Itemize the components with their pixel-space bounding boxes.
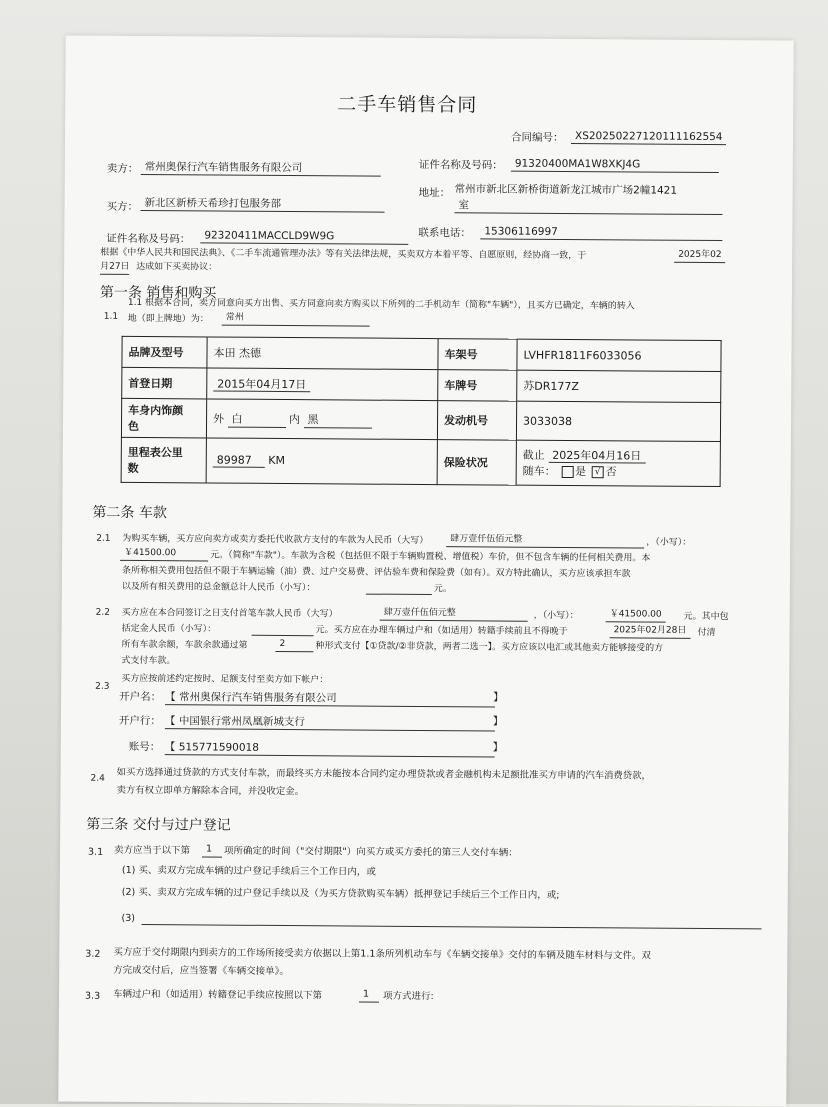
clause-2-2-l1b: ，（小写）： [533, 610, 579, 622]
buyer-name: 新北区新桥天希珍打包服务部 [141, 196, 385, 213]
checkbox-no-checked[interactable]: √ [592, 466, 604, 478]
color-out-label: 外 [213, 412, 225, 426]
address-line1: 常州市新北区新桥街道新龙江城市广场2幢1421 [454, 183, 678, 197]
clause-2-1-number: 2.1 [96, 533, 111, 544]
clause-2-4-l1: 如买方选择通过贷款的方式支付车款，而最终买方未能按本合同约定办理贷款或者金融机构未足额批准买方申请的汽车消费贷款， [116, 766, 652, 782]
color-label-a: 车身内饰颜 [128, 403, 184, 418]
clause-3-1-option2: (2) 买、卖双方完成车辆的过户登记手续以及（为买方贷款购买车辆）抵押登记手续后三个工作日内，或; [121, 886, 560, 901]
document-title: 二手车销售合同 [337, 93, 478, 117]
option3-blank [142, 924, 762, 929]
account-name-lbracket: 【 [165, 691, 176, 704]
account-number: 515771590018 [178, 741, 259, 754]
clause-2-3-number: 2.3 [95, 681, 110, 692]
preamble-date-b: 月27日 [100, 260, 130, 275]
seller-cert-label: 证件名称及号码： [418, 158, 503, 172]
clause-2-1-amount-cn: 肆万壹仟伍佰元整 [446, 532, 644, 548]
first-reg-value: 2015年04月17日 [213, 378, 310, 393]
clause-3-2-l1: 买方应于交付期限内到卖方的工作场所接受卖方依据以上第1.1条所列机动车与《车辆交接单》交付的车辆及随车材料与文件。双 [113, 946, 651, 962]
first-reg-cell [207, 368, 438, 401]
mileage-label-b: 数 [127, 461, 139, 475]
seller-label: 卖方： [106, 162, 139, 175]
mileage-value: 89987 [213, 454, 265, 468]
clause-3-1-option3: (3) [121, 912, 136, 924]
insurance-label: 保险状况 [437, 440, 516, 486]
clause-2-1-amount: ￥41500.00 [120, 546, 208, 562]
clause-2-2-l2b: 元。买方应在办理车辆过户和（如适用）转籍手续前且不得晚于 [315, 625, 568, 637]
clause-1-1-text2: 地（即上牌地）为： [127, 313, 209, 325]
color-in-label: 内 [289, 412, 301, 426]
clause-2-2-l4: 式支付车款。 [121, 655, 176, 667]
address-label: 地址： [418, 186, 451, 200]
phone-number: 15306116997 [480, 224, 722, 241]
clause-2-1-l4: 以及所有相关费用的总金额总计人民币（小写）： [121, 581, 316, 594]
bank-lbracket: 【 [164, 715, 176, 728]
yes-label: 是 [575, 465, 587, 479]
clause-2-2-l3b: 种形式支付【①贷款/②非贷款，两者二选一】。买方应该以电汇或其他卖方能够接受的方 [315, 641, 664, 654]
article-1-title: 第一条 销售和购买 [99, 284, 217, 302]
buyer-cert-number: 92320411MACCLD9W9G [200, 228, 408, 244]
clause-1-1-text: 1.1 根据本合同，卖方同意向买方出售、买方同意向卖方购买以下所列的二手机动车（简称"车辆"），且买方已确定，车辆的转入 [127, 297, 635, 312]
mileage-label-a: 里程表公里 [127, 445, 183, 460]
contract-page [58, 35, 793, 1106]
total-amount-blank [366, 594, 432, 595]
deposit-blank [252, 635, 314, 636]
clause-2-1-l1a: 为购买车辆，买方应向卖方或卖方委托代收款方支付的车款为人民币（大写） [122, 533, 429, 547]
clause-2-2-date: 2025年02月28日 [610, 623, 691, 639]
clause-3-2-l2: 方完成交付后，应当签署《车辆交接单》。 [113, 964, 290, 978]
clause-3-3-l1a: 车辆过户和（如适用）转籍登记手续应按照以下第 [112, 988, 323, 1002]
clause-3-2-number: 3.2 [85, 948, 101, 960]
account-number-lbracket: 【 [164, 741, 176, 754]
checkbox-yes[interactable] [561, 466, 573, 478]
clause-3-1-number: 3.1 [87, 846, 104, 858]
brand-value: 本田 杰德 [207, 337, 438, 370]
buyer-cert-label: 证件名称及号码： [106, 232, 191, 246]
bank-name: 中国银行常州凤凰新城支行 [178, 715, 305, 729]
clause-2-1-l2: 元。（简称"车款"）。车款为含税（包括但不限于车辆购置税、增值税）车价，但不包含车辆的任何相关费用。本 [210, 550, 651, 564]
clause-3-1-choice: 1 [202, 842, 222, 857]
clause-2-2-l1a: 买方应在本合同签订之日支付首笔车款人民币（大写） [121, 607, 338, 620]
insurance-until-label: 截止 [522, 448, 545, 462]
clause-2-4-number: 2.4 [90, 773, 105, 784]
no-label: 否 [605, 465, 617, 479]
clause-1-1-number: 1.1 [103, 311, 119, 322]
clause-2-1-l1b: ，（小写）： [646, 537, 692, 548]
clause-2-1-l3: 条所称相关费用包括但不限于车辆运输（油）费、过户交易费、评估验车费和保险费（如有）。双方特此确认，买方应该承担车款 [121, 565, 631, 580]
clause-2-2-l2c: 付清 [697, 627, 716, 639]
address-line2: 室 [454, 198, 722, 215]
color-label-cell [121, 398, 206, 438]
clause-2-2-l3a: 所有车款余额，车款余款通过第 [121, 639, 248, 651]
plate-label: 车牌号 [438, 370, 517, 402]
bank-underline [165, 728, 495, 731]
engine-label: 发动机号 [437, 401, 516, 441]
color-in-value: 黑 [303, 411, 371, 428]
clause-3-3-choice: 1 [359, 988, 379, 1003]
brand-label: 品牌及型号 [122, 336, 207, 368]
preamble-line2: 达成如下买卖协议： [136, 261, 218, 273]
clause-3-3-l1b: 项方式进行: [382, 990, 434, 1003]
insurance-cell [516, 440, 720, 486]
phone-label: 联系电话： [418, 226, 471, 240]
clause-2-1-l4b: 元。 [433, 584, 452, 595]
engine-value: 3033038 [516, 401, 720, 441]
vehicle-info-table [121, 336, 722, 487]
contract-number: XS20250227120111162554 [571, 129, 727, 145]
account-number-underline [165, 754, 495, 757]
clause-2-4-l2: 卖方有权立即单方解除本合同，并没收定金。 [116, 784, 305, 798]
register-place: 常州 [222, 311, 370, 327]
account-number-label: 账号： [128, 740, 161, 754]
account-name-rbracket: 】 [493, 691, 504, 704]
clause-3-3-number: 3.3 [84, 990, 101, 1002]
bank-label: 开户行： [118, 714, 161, 728]
color-label-b: 色 [127, 419, 140, 433]
clause-2-2-l1c: 元。其中包 [683, 611, 729, 623]
vin-value: LVHFR1811F6033056 [517, 339, 721, 371]
mileage-unit: KM [268, 453, 286, 468]
clause-2-2-number: 2.2 [95, 607, 111, 618]
account-name-label: 开户名： [119, 690, 162, 704]
preamble-date-a: 2025年02 [674, 248, 725, 263]
first-reg-label: 首登日期 [122, 367, 207, 399]
article-3-title: 第三条 交付与过户登记 [86, 816, 231, 834]
clause-3-1-l1b: 项所确定的时间（"交付期限"）向买方或买方委托的第三人交付车辆： [224, 845, 518, 859]
account-number-rbracket: 】 [492, 741, 504, 754]
contract-number-label: 合同编号： [510, 131, 564, 144]
clause-2-2-method: 2 [275, 637, 313, 652]
insurance-until-value: 2025年04月16日 [548, 449, 645, 464]
account-name: 常州奥保行汽车销售服务有限公司 [179, 691, 337, 705]
mileage-cell [206, 438, 437, 485]
bank-rbracket: 】 [492, 715, 504, 728]
buyer-label: 买方： [106, 200, 139, 213]
account-name-underline [165, 704, 495, 707]
clause-2-3-l1: 买方应按前述约定按时、足额支付至卖方如下帐户： [121, 673, 329, 686]
clause-2-2-amount: ￥41500.00 [606, 607, 666, 622]
color-out-value: 白 [227, 410, 285, 427]
seller-name: 常州奥保行汽车销售服务有限公司 [141, 160, 381, 177]
vin-label: 车架号 [438, 339, 517, 371]
color-cell [206, 399, 437, 440]
article-2-title: 第二条 车款 [92, 504, 167, 522]
clause-3-1-option1: (1) 买、卖双方完成车辆的过户登记手续后三个工作日内，或 [121, 864, 376, 878]
clause-3-1-l1a: 卖方应当于以下第 [114, 844, 191, 857]
with-car-label: 随车： [522, 464, 556, 478]
plate-value: 苏DR177Z [517, 370, 721, 402]
clause-2-2-amount-cn: 肆万壹仟伍佰元整 [380, 606, 528, 622]
clause-2-2-l2a: 括定金人民币（小写）： [121, 623, 217, 635]
preamble-line1: 根据《中华人民共和国民法典》、《二手车流通管理办法》等有关法律法规，买卖双方本着平等、自愿原则，经协商一致，于 [100, 247, 587, 262]
mileage-label-cell [121, 437, 206, 483]
seller-cert-number: 91320400MA1W8XKJ4G [511, 157, 719, 173]
